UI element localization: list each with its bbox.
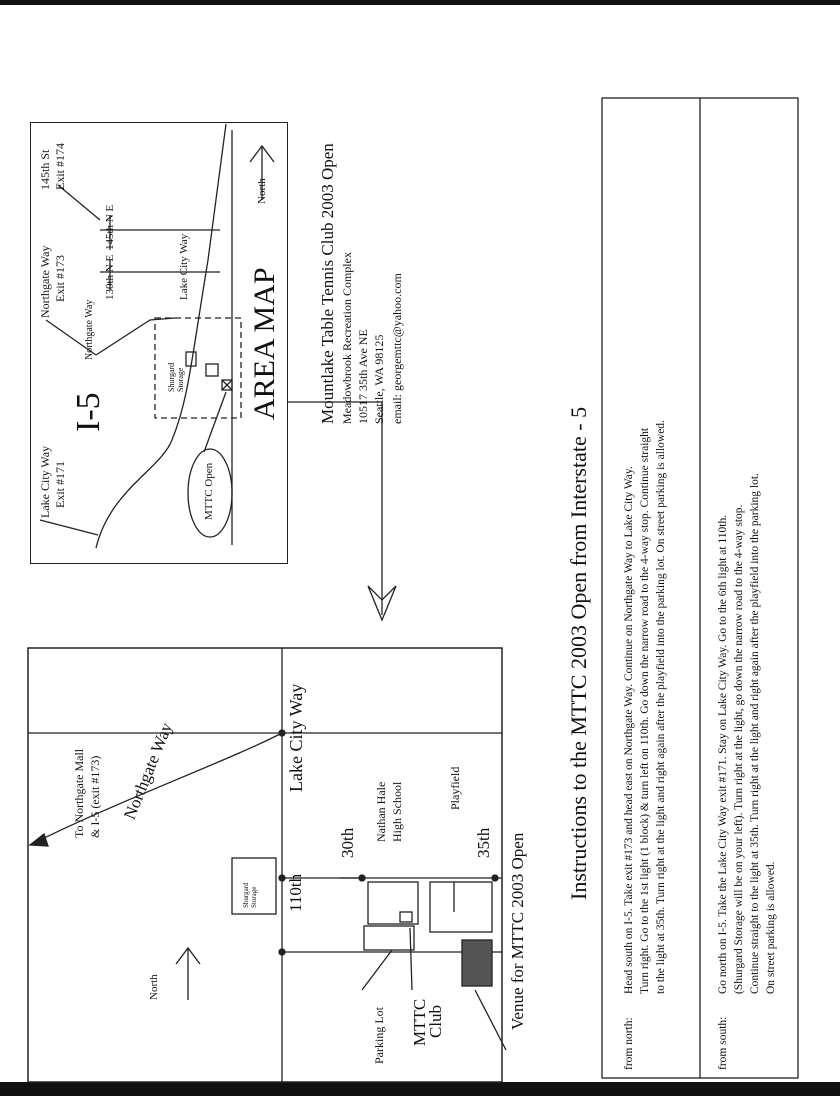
area-lake-city-way-label: Lake City Way [178, 233, 190, 300]
mttc-club-line1: MTTC [410, 998, 429, 1046]
venue-hatch [462, 940, 492, 986]
venue-bubble-label: MTTC Open [203, 462, 215, 520]
from-south-line1: Go north on I-5. Take the Lake City Way exit #171. Stay on Lake City Way. Go to the 6th light at 110th. [717, 514, 729, 994]
venue-label: Venue for MTTC 2003 Open [508, 832, 527, 1030]
exit-174-name: 145th St [38, 149, 52, 190]
street-30th-label: 30th [338, 827, 357, 858]
playfield-shape [430, 882, 492, 932]
detail-lake-city-way-label: Lake City Way [286, 683, 306, 792]
from-north-line2: Turn right. Go to the 1st light (1 block) & turn left on 110th. Go down the narrow road to the 4-way stop. Continue straight [639, 427, 651, 994]
dot-35th [492, 875, 498, 881]
club-complex: Meadowbrook Recreation Complex [340, 252, 354, 424]
mttc-club-building [400, 912, 412, 922]
high-school-shape [368, 882, 418, 924]
club-name: Mountlake Table Tennis Club 2003 Open [318, 143, 337, 424]
exit-174-number: Exit #174 [53, 143, 67, 190]
parking-lot-shape [364, 926, 414, 950]
detail-storage-label: Shurgard Storage [242, 882, 258, 908]
to-northgate-line2: & I-5 (exit #173) [88, 755, 102, 838]
exit-171-number: Exit #171 [53, 461, 67, 508]
school-line2: High School [390, 781, 404, 842]
interstate-label: I-5 [70, 392, 107, 432]
club-address: 10517 35th Ave NE [356, 329, 370, 424]
dot-110th-35th [279, 949, 285, 955]
from-south-label: from south: [717, 1016, 729, 1070]
street-145th-label: 145th N E [104, 204, 116, 250]
area-map-heading: AREA MAP [248, 267, 281, 420]
exit-171-ramp [40, 520, 98, 535]
school-line1: Nathan Hale [374, 781, 388, 842]
exit-173-name: Northgate Way [38, 245, 52, 318]
street-130th-label: 130th N E [104, 254, 116, 300]
page-title: Instructions to the MTTC 2003 Open from Interstate - 5 [566, 406, 591, 900]
street-35th-label: 35th [474, 827, 493, 858]
venue-building-icon [206, 364, 218, 376]
street-110th-label: 110th [286, 873, 305, 912]
from-north-line1: Head south on I-5. Take exit #173 and head east on Northgate Way. Continue on Northgate Way to Lake City Way. [623, 466, 635, 994]
detail-north-label: North [148, 974, 160, 1000]
from-south-line3: Continue straight to the light at 35th. Turn right at the light and right again after the playfield into the parking lot. [749, 473, 761, 994]
northgate-way-road [96, 318, 175, 355]
club-email: email: georgemttc@yahoo.com [390, 273, 404, 424]
exit-173-number: Exit #173 [53, 255, 67, 302]
detail-northgate-way-label: Northgate Way [120, 719, 177, 823]
dot-30th [359, 875, 365, 881]
to-northgate-line1: To Northgate Mall [72, 748, 86, 838]
dot-110th-30th [279, 875, 285, 881]
mttc-club-line2: Club [426, 1004, 445, 1038]
detail-north-arrow [176, 948, 200, 1000]
exit-171-name: Lake City Way [38, 445, 52, 518]
from-south-line2: (Shurgard Storage will be on your left). Turn right at the light, go down the narrow road to the 4-way stop. [733, 504, 745, 994]
club-pointer [410, 928, 412, 990]
detail-northgate-arrowhead [30, 834, 48, 846]
area-storage-label: Shurgard Storage [167, 362, 185, 392]
from-north-line3: to the light at 35th. Turn right at the light and right again after the playfield into the parking lot. On street parking is allowed. [655, 420, 667, 994]
playfield-label: Playfield [448, 766, 462, 810]
parking-pointer [362, 950, 392, 990]
exit-174-ramp [58, 185, 100, 220]
from-north-label: from north: [623, 1017, 635, 1070]
area-north-label: North [256, 178, 268, 204]
from-south-line4: On street parking is allowed. [765, 861, 777, 994]
venue-pointer-line [204, 392, 226, 452]
area-northgate-label: Northgate Way [84, 299, 95, 360]
connector-arrow [288, 402, 382, 615]
parking-lot-label: Parking Lot [372, 1007, 386, 1064]
club-city: Seattle, WA 98125 [372, 334, 386, 424]
dot-110th-lcw [279, 730, 285, 736]
